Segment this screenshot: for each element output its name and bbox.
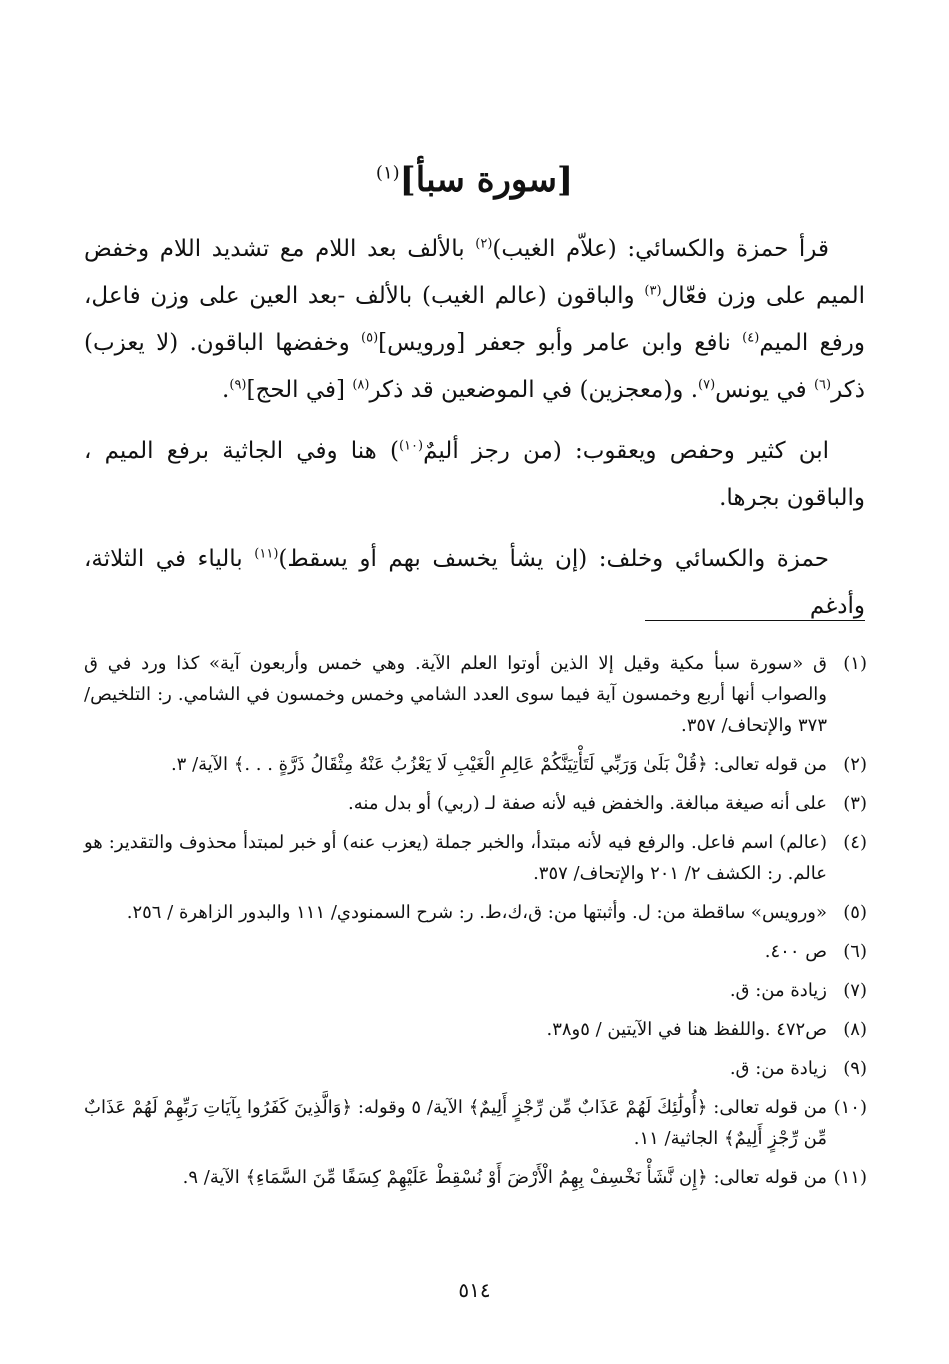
footnote — [84, 1014, 867, 1045]
footnote-text: زيادة من: ق. — [729, 1058, 827, 1079]
footnote-ref: (٢) — [475, 236, 493, 252]
text-run: قرأ حمزة والكسائي: (علاّم الغيب) — [492, 236, 829, 262]
text-run: نافع وابن عامر وأبو جعفر [ورويس] — [378, 330, 743, 356]
footnote — [84, 975, 867, 1006]
footnote-number: (٥) — [843, 902, 867, 923]
footnote-text: على أنه صيغة مبالغة. والخفض فيه لأنه صفة لـ (ربي) أو بدل منه. — [348, 793, 827, 814]
footnote-text: من قوله تعالى: ﴿أُولَٰئِكَ لَهُمْ عَذَابٌ مِّن رِّجْزٍ أَلِيمٌ﴾ الآية/ ٥ وقوله: ﴿وَالَّذِينَ كَفَرُوا بِآيَاتِ رَبِّهِمْ لَهُمْ عَذَابٌ مِّن رِّجْزٍ أَلِيمٌ﴾ الجاثية/ ١١. — [84, 1097, 827, 1149]
text-run: بالألف بعد اللام مع تشديد اللام وخفض الميم على وزن فعّال — [84, 236, 865, 309]
surah-title-footnote-ref: (١) — [375, 162, 400, 184]
footnote-text: ص ٤٠٠. — [764, 941, 827, 962]
footnote-number: (٩) — [843, 1058, 867, 1079]
footnote-number: (١٠) — [833, 1097, 867, 1118]
footnote-ref: (٣) — [644, 283, 662, 299]
footnote-ref: (٤) — [742, 330, 760, 346]
text-run: بالياء في الثلاثة، وأدغم — [84, 546, 865, 619]
text-run: والباقون (عالم الغيب) بالألف -بعد العين على وزن فاعل، ورفع الميم — [84, 283, 866, 356]
footnote — [84, 897, 867, 928]
text-run: ابن كثير وحفص ويعقوب: (من رجز أليمٌ — [423, 438, 829, 464]
text-run: [في الحج] — [246, 377, 353, 403]
footnote-text: ق «سورة سبأ مكية وقيل إلا الذين أوتوا العلم الآية. وهي خمس وأربعون آية» كذا ورد في ق والصواب أنها أربع وخمسون آية فيما سوى العدد الشامي وخمس وخمسون في الشامي. ر: التلخيص/ ٣٧٣ والإتحاف/ ٣٥٧. — [84, 653, 827, 736]
footnote-text: ص٤٧٢ .واللفظ هنا في الآيتين / ٥و٣٨. — [546, 1019, 827, 1040]
main-text — [84, 226, 865, 644]
footnote-ref: (٨) — [352, 377, 370, 393]
paragraph — [84, 536, 865, 630]
footnote-text: زيادة من: ق. — [729, 980, 827, 1001]
footnote-number: (٤) — [843, 832, 867, 853]
footnote-ref: (١١) — [254, 546, 279, 562]
footnote — [84, 1053, 867, 1084]
text-run: . — [222, 377, 230, 403]
footnote-number: (١١) — [833, 1167, 867, 1188]
text-run: . و(معجزين) في الموضعين قد ذكر — [369, 377, 699, 403]
footnote-number: (٦) — [843, 941, 867, 962]
paragraph — [84, 226, 865, 414]
footnote-separator — [645, 620, 865, 621]
text-run: في يونس — [715, 377, 814, 403]
footnotes — [84, 648, 867, 1201]
footnote-number: (٣) — [843, 793, 867, 814]
surah-title-text: [سورة سبأ] — [399, 160, 574, 200]
footnote — [84, 648, 867, 741]
footnote-number: (٨) — [843, 1019, 867, 1040]
footnote-ref: (٩) — [229, 377, 247, 393]
footnote — [84, 936, 867, 967]
footnote-ref: (٦) — [813, 377, 832, 393]
footnote-ref: (١٠) — [398, 438, 424, 454]
footnote-text: من قوله تعالى: ﴿قُلْ بَلَىٰ وَرَبِّي لَتَأْتِيَنَّكُمْ عَالِمِ الْغَيْبِ لَا يَعْزُبُ عَنْهُ مِثْقَالُ ذَرَّةٍ . . .﴾ الآية/ ٣. — [170, 754, 827, 775]
text-run: حمزة والكسائي وخلف: (إن يشأ يخسف بهم أو يسقط) — [278, 546, 830, 572]
footnote — [84, 1092, 867, 1154]
paragraph — [84, 428, 865, 522]
footnote-text: (عالم) اسم فاعل. والرفع فيه لأنه مبتدأ، والخبر جملة (يعزب عنه) أو خبر لمبتدأ محذوف والتقدير: هو عالم. ر: الكشف ٢/ ٢٠١ والإتحاف/ ٣٥٧. — [84, 832, 827, 884]
footnote — [84, 788, 867, 819]
footnote-ref: (٧) — [698, 377, 716, 393]
footnote-number: (٢) — [843, 754, 867, 775]
footnote — [84, 1162, 867, 1193]
footnote-text: «ورويس» ساقطة من: ل. وأثبتها من: ق،ك،ط. ر: شرح السمنودي/ ١١١ والبدور الزاهرة / ٢٥٦. — [126, 902, 827, 923]
footnote-text: من قوله تعالى: ﴿إِن نَّشَأْ نَخْسِفْ بِهِمُ الْأَرْضَ أَوْ نُسْقِطْ عَلَيْهِمْ كِسَفًا مِّنَ السَّمَاءِ﴾ الآية/ ٩. — [182, 1167, 827, 1188]
footnote — [84, 749, 867, 780]
surah-title — [0, 160, 949, 200]
text-run: وخفضها الباقون. (لا يعزب) ذكر — [84, 330, 865, 403]
footnote — [84, 827, 867, 889]
footnote-ref: (٥) — [361, 330, 379, 346]
footnote-number: (٧) — [843, 980, 867, 1001]
footnote-number: (١) — [843, 653, 867, 674]
page-number: ٥١٤ — [458, 1278, 491, 1302]
text-run: ) هنا وفي الجاثية برفع الميم ، والباقون بجرها. — [84, 438, 865, 511]
